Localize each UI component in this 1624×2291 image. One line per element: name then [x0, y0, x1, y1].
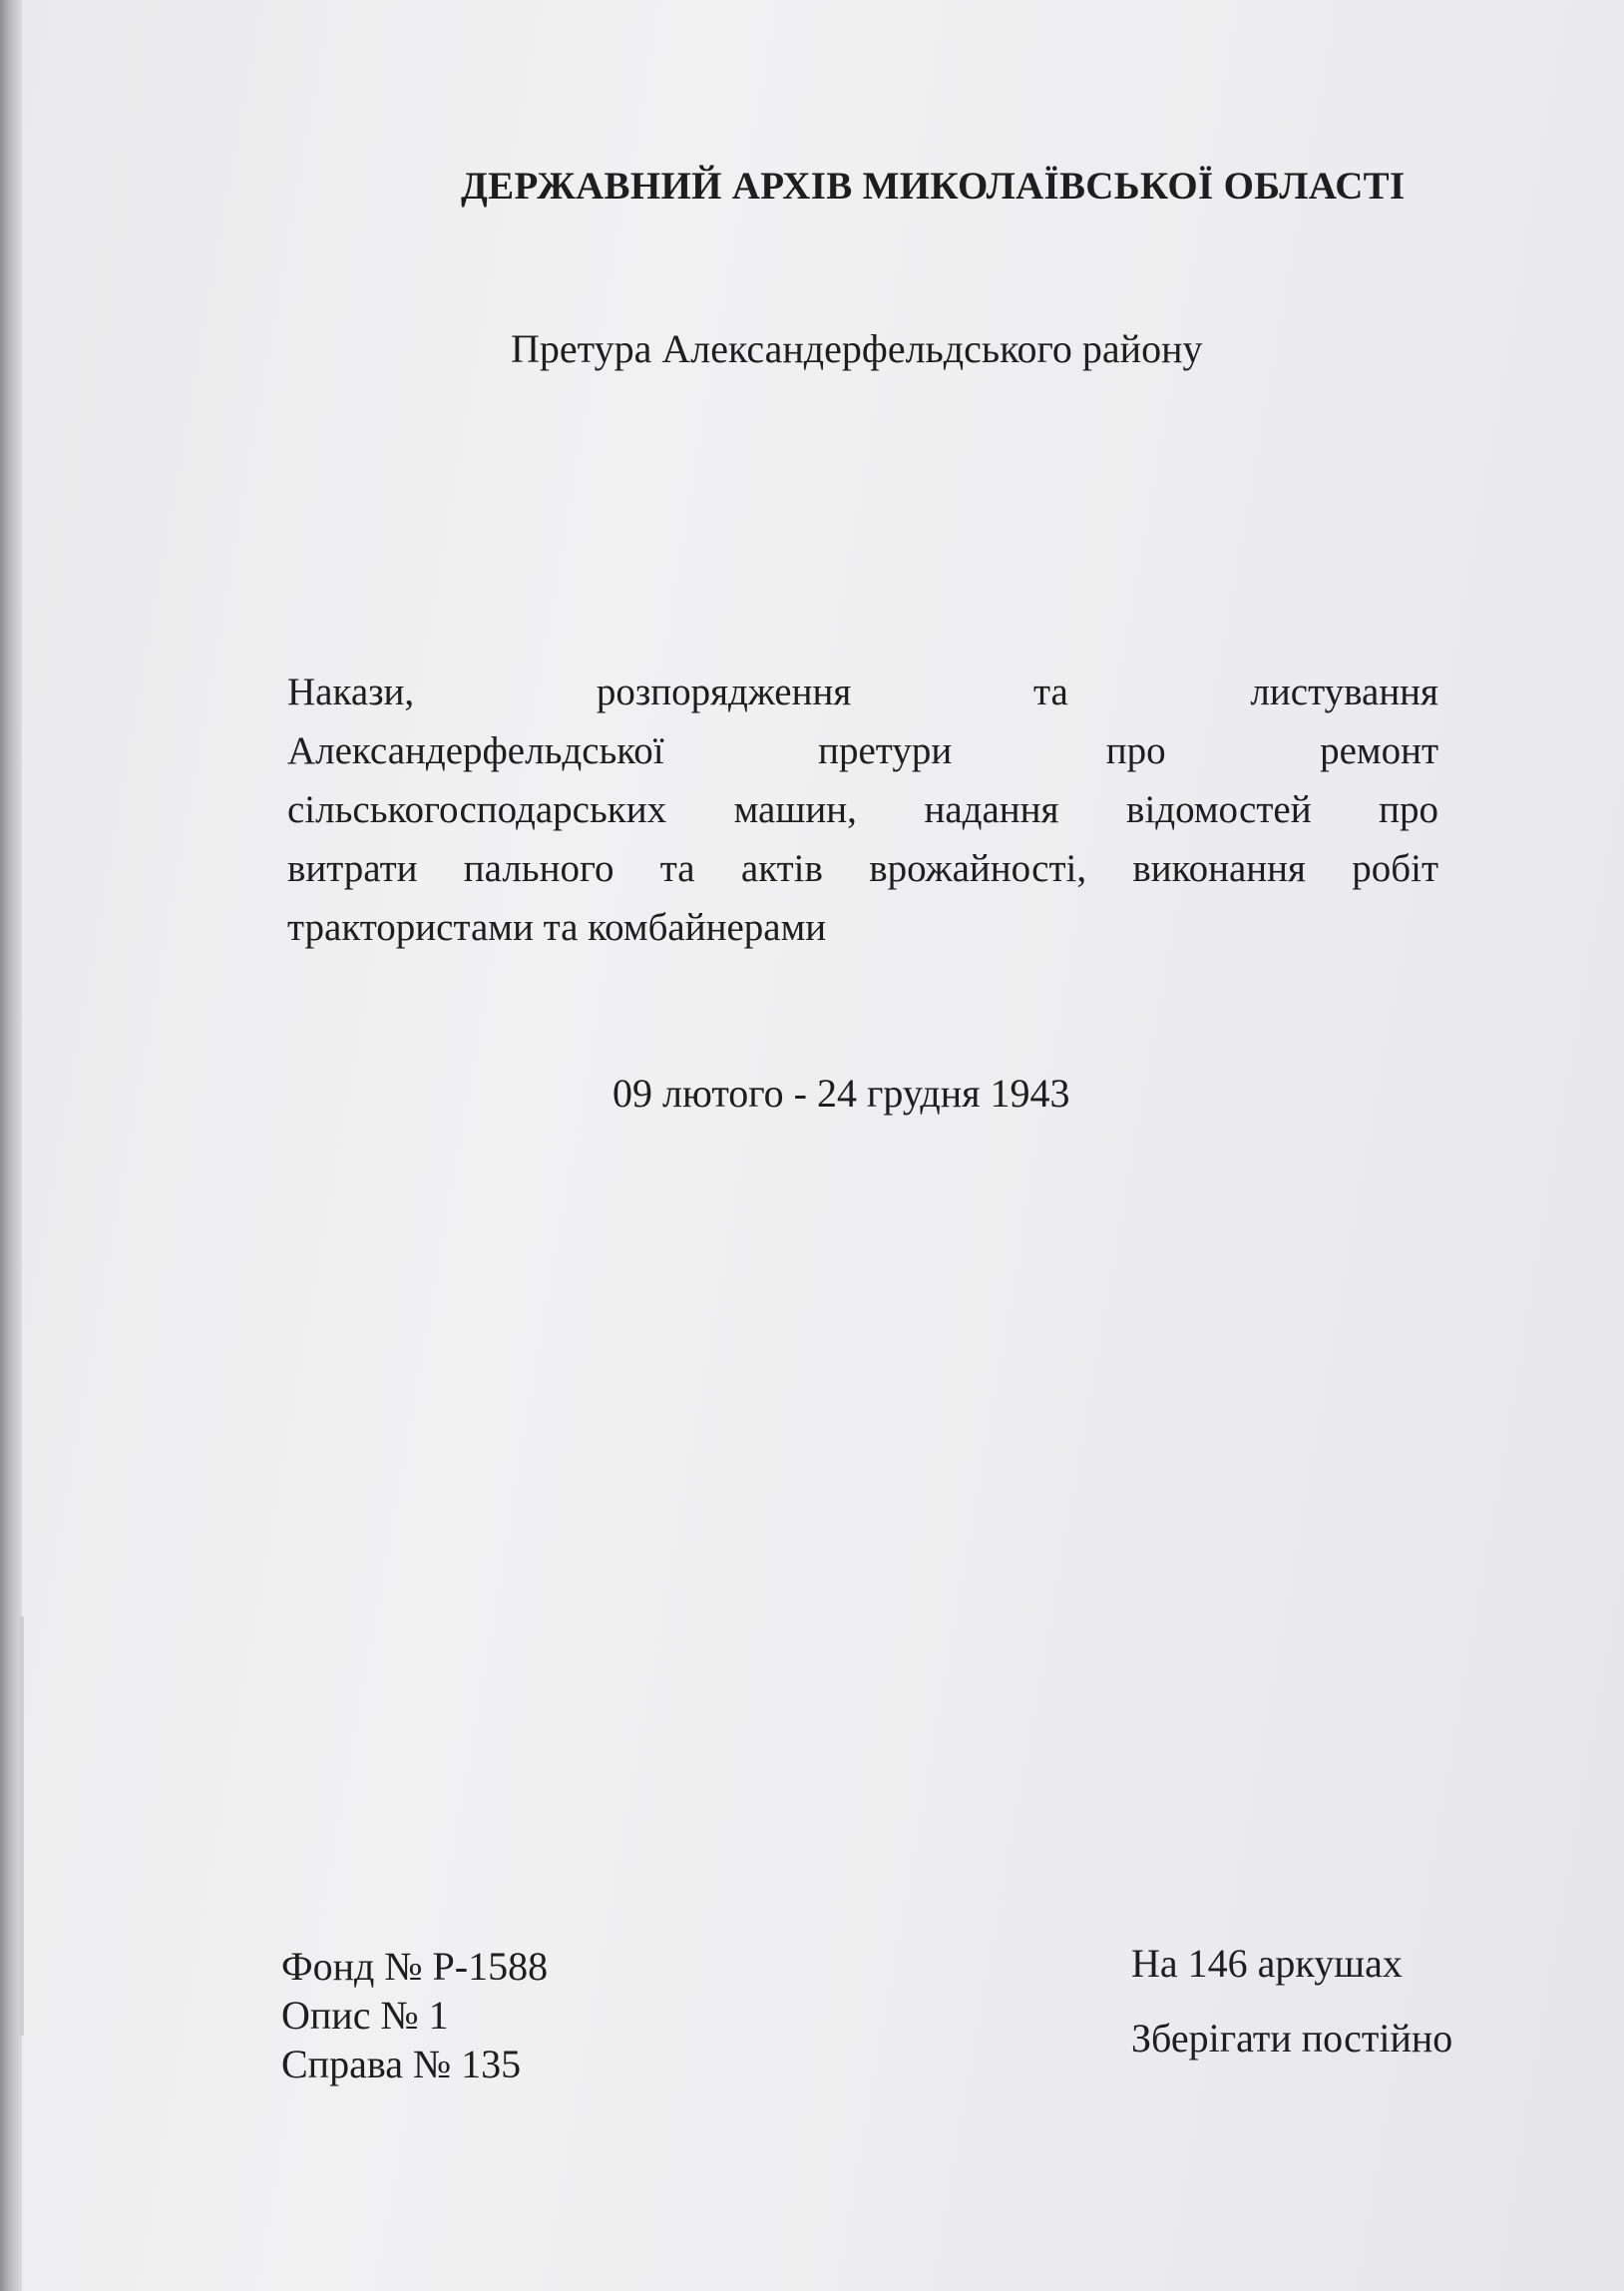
case-title-line: Александерфельдської претури про ремонт [287, 729, 1438, 772]
case-date-range: 09 лютого - 24 грудня 1943 [612, 1071, 1070, 1116]
case-title-line: сільськогосподарських машин, надання відомостей про [287, 788, 1438, 831]
sheets-count: На 146 аркушах [1131, 1941, 1403, 1986]
archive-name-heading: ДЕРЖАВНИЙ АРХІВ МИКОЛАЇВСЬКОЇ ОБЛАСТІ [461, 165, 1406, 208]
fund-creator-name: Претура Александерфельдського району [511, 326, 1203, 371]
archive-references [281, 1942, 548, 2088]
case-title-line: трактористами та комбайнерами [287, 906, 827, 949]
fond-number: Фонд № Р-1588 [281, 1944, 549, 1989]
case-title [287, 663, 1438, 957]
opys-number: Опис № 1 [281, 1993, 449, 2038]
storage-info [1131, 1940, 1452, 2062]
case-title-line: Накази, розпорядження та листування [287, 671, 1438, 713]
case-title-line: витрати пального та актів врожайності, виконання робіт [287, 847, 1438, 890]
retention-term: Зберігати постійно [1131, 2016, 1453, 2061]
sprava-number: Справа № 135 [281, 2042, 522, 2086]
page-edge-shadow [0, 0, 22, 2291]
